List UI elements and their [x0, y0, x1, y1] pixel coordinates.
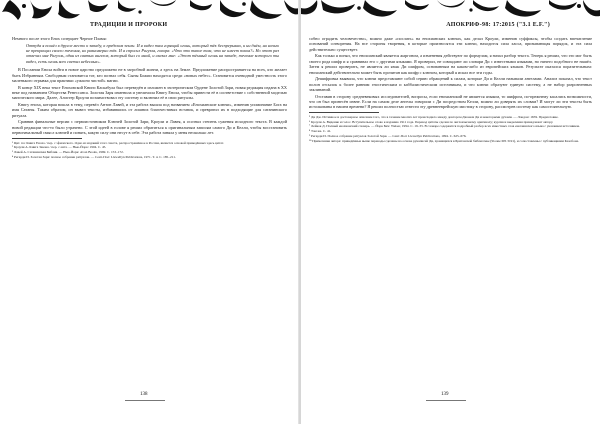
paragraph: Отставив в сторону средневековых исследователей, вопросы, если енохианский не является языком, то шифром, по-прежнему касались возможности, что он был принесён извне. Если на самом деле ангелы говорили с Ди посредством Келли, можно ли доверять их словам? И могут ли эти тексты быть истолкованы в нашем времени? Я решил полностью отвести эту древнееврейскую мистику в сторону, рассмотрев систему как самостоятельную. [309, 93, 592, 110]
page-number: 138 [140, 392, 148, 397]
block-quote: Оттуда я пошёл в другое место к западу, к пределам земли. И я видел там горящий огонь, который тёк беспрерывно, и ни днём, ни ночью не прекращал своего течения, но равномерно тёк. И я спросил Рагуэля, говоря: «Что это такое там, что не имеет покоя?» Но этот раз отвечал мне Рагуэль, один из святых ангелов, который был со мной, и сказал мне: «Этот тёмный огонь на западе, течение которого ты видел, есть огонь всех светил небесных». [26, 42, 279, 64]
footnote: ⁷ Лейкок Д. Полный енохианский словарь. — Йорк Бич: Weiser, 1994. С. 19–33. В словаре содержится подробный разбор всех известных слов енохианского языка с указанием источников. [309, 124, 580, 129]
footnote: ² Кроули А. Книга Закона / пер. с англ. — Нью-Йорк: 1904. С. 45. [12, 145, 107, 150]
running-head: ТРАДИЦИИ И ПРОРОКИ [90, 22, 168, 28]
page-number: 139 [441, 392, 449, 397]
folio-rule [125, 400, 165, 401]
page-body [309, 36, 592, 144]
footnote: ¹⁰ Примечание автора: приведённые выше переводы сделаны на основе рукописей Ди, хранящихся в Британской библиотеке (Sloane MS 3191), и сопоставлены с публикациями Казобона. [309, 138, 579, 143]
paragraph: В конце XIX века текст Еноховской Книги Каскабула был переведён и изложен в эзотерическом Ордене Золотой Зари, новая редакция издана в XX веке под названием Общества Ренессанса. Золотая Заря изменила и увеличила Книгу Еноха, чтобы привести её в соответствие с собственной моделью магического мира. Далее, Алистер Кроули позаимствовал эту систему и включил её в свои ритуалы. [12, 84, 287, 101]
footnote: ⁵ Ди Дж. Истинное и достоверное описание того, что в течение многих лет происходило между доктором Джоном Ди и некоторыми духами. — Лондон: 1659. Предисловие. [309, 114, 559, 119]
footnote-rule [12, 138, 82, 139]
footnote: ⁸ Там же. С. 41. [309, 129, 332, 134]
footnote: ⁴ Регарди И. Золотая Заря: полное собрание ритуалов. — Сент-Пол: Llewellyn Publications, 1971. Т. 4. С. 185–211. [12, 155, 176, 160]
right-page [301, 0, 600, 424]
footnote: ⁹ Регарди И. Полное собрание ритуалов Золотой Зари. — Сент-Пол: Llewellyn Publications, 1994. С. 625–676. [309, 134, 467, 139]
paragraph: Как только я понял, что енохианский является жаргоном, а изменения действуют по формулам, я начал разбор текста. Теперь я решил, что это мог быть своего рода шифр и я сравнивал его с другими языками. Я проверил, не совпадают ли словари Ди с известными языками, но ничего подобного не нашёл. Затем я решил проверить, не является ли язык Ди шифром, основанным на каком-либо из европейских языков. Результат оказался поразительным: енохианский действительно может быть прочитан как шифр с ключом, который я искал все эти годы. [309, 53, 592, 75]
footnote-rule [309, 112, 379, 113]
paragraph: В Послании Еноха войти в новое царство предложено не в загробной жизни, а здесь на Земле. Предложение распространяется на всех, кто желает быть Избранным. Свободным становится тот, кто познал себя. Сыны Божии находятся среди «новых небес». Становится очевидной уместность этого маленького отрывка для практики «ужасно чистой» магии. [12, 67, 287, 84]
paragraph: Сравнив финальные версии с первоисточником Ключей Золотой Зари, Кроули и Лавея, я осознал степень сужения исходного текста. В каждой новой редакции что-то было утрачено. С этой идеей в голове я решил обратиться к оригинальным записям самого Ди и Келли, чтобы восстановить первоначальный смысл ключей и понять, какую силу они несут в себе. Эта работа заняла у меня несколько лет. [12, 119, 287, 136]
paragraph: Дешифровка выявила, что ключи представляют собой серию обращений к силам, которые Ди и Келли называли ангелами. Анализ показал, что текст полон отсылок к более ранним гностическим и каббалистическим источникам, и что ключи образуют единую систему, а не набор разрозненных заклинаний. [309, 76, 592, 93]
intro-line: Немного после этого Енох созерцает Черное Пламя: [12, 36, 107, 41]
footnote: ³ Лавей А. Сатанинская Библия. — Нью-Йорк: Avon Books, 1969. С. 153–172. [12, 150, 124, 155]
right-ornament [301, 0, 600, 20]
footnote: ¹ Цит. по: Книга Еноха / пер. с эфиопского. Одно из изданий этого текста, распространённое в России, является основой приведённых здесь цитат. [12, 140, 224, 145]
left-ornament [0, 0, 299, 20]
paragraph: Книгу еноха, которая вошла в тему, перевёл Антон Лавей, и эта работа вышла под названием «Енохианские ключи», изменив упоминание Бога на имя Сатаны. Таким образом, он вывел тексты, избавившись от лишних благочестивых вставок, и превратил их в подходящие для сатанинского ритуала. [12, 102, 287, 118]
left-page [0, 0, 299, 424]
paragraph: собно оградить человечество», можно даже «послать» на енохианских ключах, как делал Кроули, изменив суффиксы, чтобы создать впечатление оснований сотворения. На все стороны творения, в которые произносятся эти ключи, находится сила хаоса, призывающая порядок, и эта сила действительно существует. [309, 36, 592, 52]
folio-rule [426, 400, 466, 401]
page-body [12, 36, 287, 160]
running-head: АПОКРИФ-98: 17:2015 ("3.1 E.F.") [446, 22, 550, 28]
footnote: ⁶ Кроули А. Видение и голос. Вступительное слово к изданию 1911 года. Перевод цитаты сделан по англоязычному оригиналу; курсив и выделения принадлежат автору. [309, 119, 554, 124]
